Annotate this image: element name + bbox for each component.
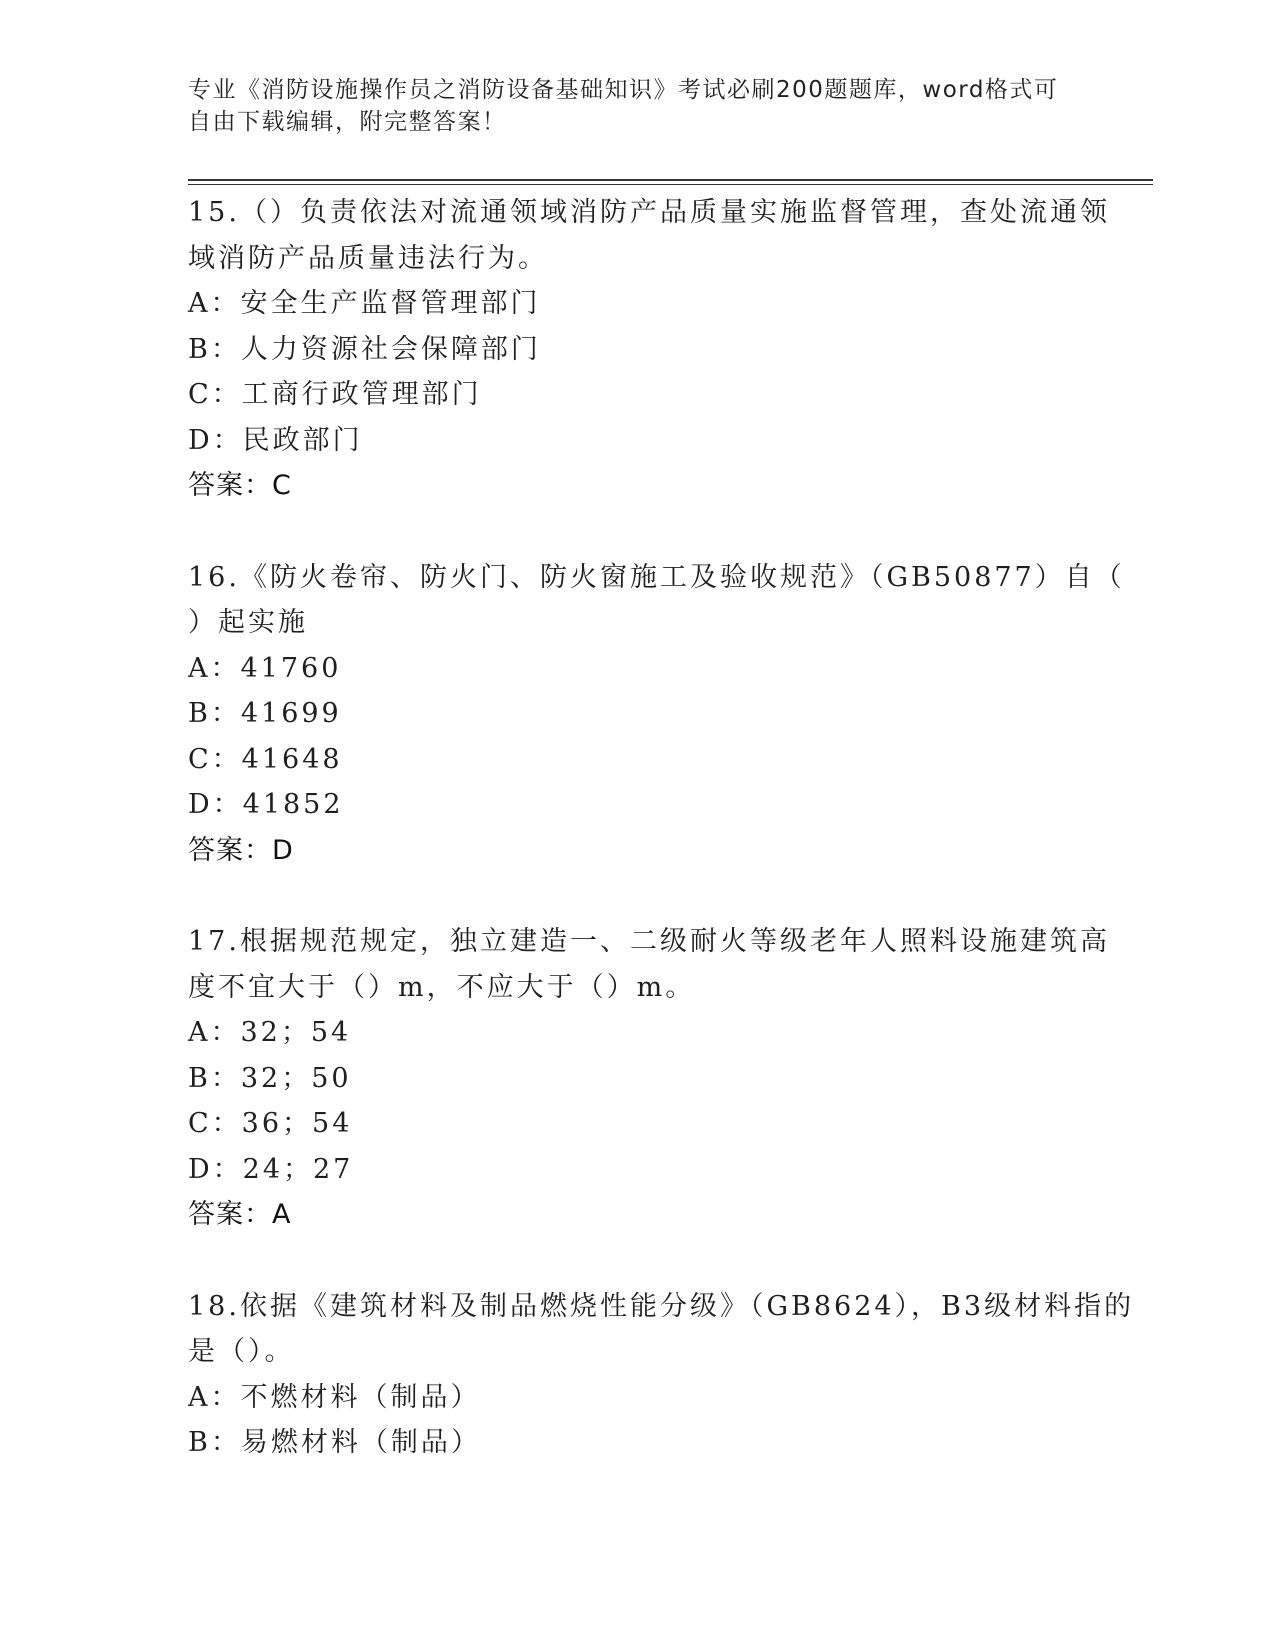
question-text-line: ）起实施 <box>188 607 308 638</box>
question-text-line: 是（）。 <box>188 1336 295 1367</box>
answer-text: 答案：A <box>188 1199 292 1230</box>
option-d: D：民政部门 <box>188 424 363 456</box>
option-c: C：36；54 <box>188 1108 353 1139</box>
answer-text: 答案：C <box>188 470 292 501</box>
question-text-line: 域消防产品质量违法行为。 <box>188 242 548 274</box>
option-d: D：24；27 <box>188 1153 354 1185</box>
question-18 <box>188 1284 1135 1466</box>
option-d: D：41852 <box>188 789 344 820</box>
option-c: C：41648 <box>188 743 343 775</box>
option-c: C：工商行政管理部门 <box>188 379 482 410</box>
header-divider-thin <box>188 184 1153 185</box>
question-16 <box>188 555 1125 874</box>
question-text-line: 16.《防火卷帘、防火门、防火窗施工及验收规范》（GB50877）自（ <box>188 561 1125 593</box>
option-b: B：易燃材料（制品） <box>188 1427 481 1458</box>
option-a: A：安全生产监督管理部门 <box>188 288 541 319</box>
header-line-1: 专业《消防设施操作员之消防设备基础知识》考试必刷200题题库，word格式可 <box>188 77 1059 103</box>
question-text-line: 度不宜大于（）m，不应大于（）m。 <box>188 971 696 1003</box>
option-a: A：41760 <box>188 652 342 684</box>
option-b: B：人力资源社会保障部门 <box>188 333 541 365</box>
option-b: B：41699 <box>188 698 342 729</box>
document-header <box>188 74 1088 138</box>
question-list <box>188 190 1135 1512</box>
header-divider-thick <box>188 179 1153 181</box>
option-a: A：32；54 <box>188 1017 352 1048</box>
option-b: B：32；50 <box>188 1062 352 1094</box>
answer-text: 答案：D <box>188 834 294 866</box>
question-17 <box>188 919 1110 1238</box>
question-text-line: 18.依据《建筑材料及制品燃烧性能分级》（GB8624），B3级材料指的 <box>188 1290 1135 1322</box>
question-text-line: 15.（）负责依法对流通领域消防产品质量实施监督管理，查处流通领 <box>188 197 1110 228</box>
header-line-2: 自由下载编辑，附完整答案！ <box>188 109 507 135</box>
option-a: A：不燃材料（制品） <box>188 1381 481 1413</box>
question-15 <box>188 190 1110 509</box>
question-text-line: 17.根据规范规定，独立建造一、二级耐火等级老年人照料设施建筑高 <box>188 926 1110 957</box>
